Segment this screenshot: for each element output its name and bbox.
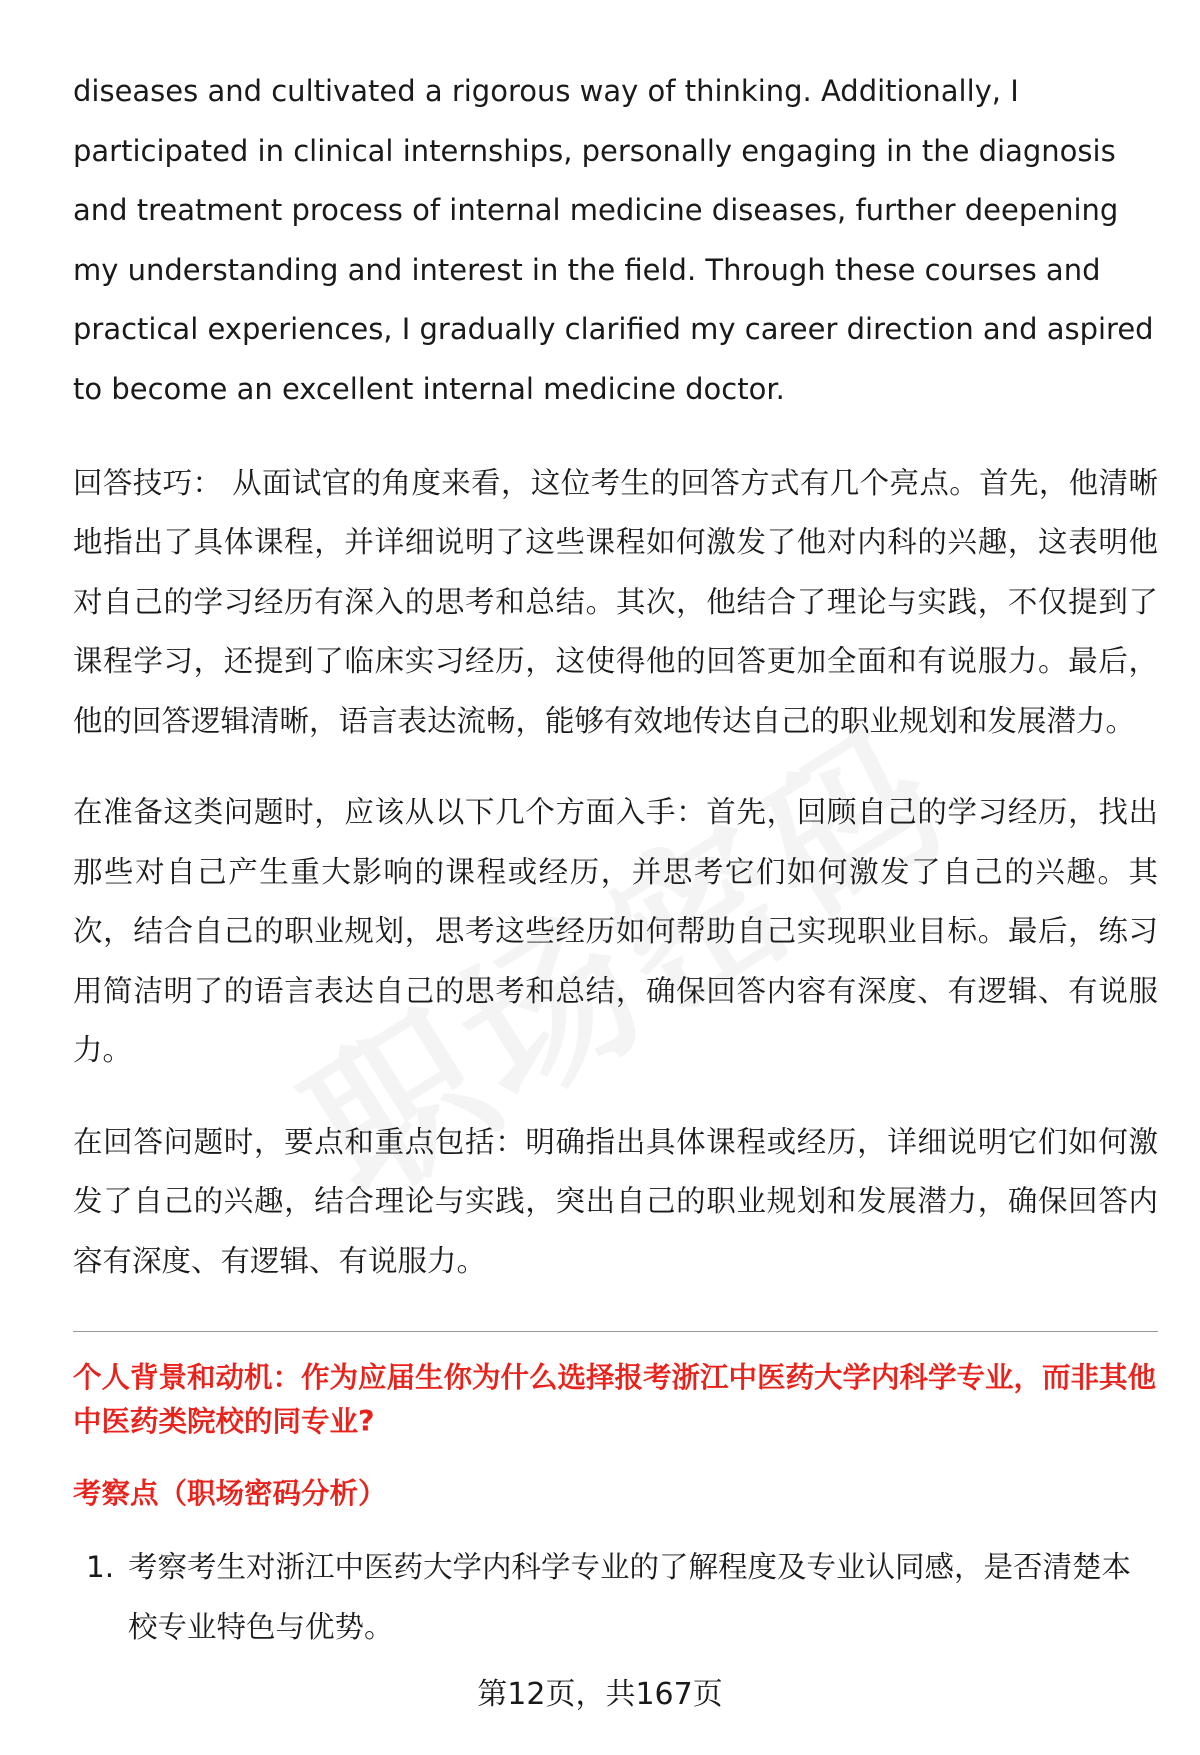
list-item-number: 1. (86, 1550, 115, 1585)
question-heading: 个人背景和动机：作为应届生你为什么选择报考浙江中医药大学内科学专业，而非其他中医药类院校的同专业? (73, 1361, 1157, 1439)
paragraph-preparation: 在准备这类问题时，应该从以下几个方面入手：首先，回顾自己的学习经历，找出那些对自己产生重大影响的课程或经历，并思考它们如何激发了自己的兴趣。其次，结合自己的职业规划，思考这些经历如何帮助自己实现职业目标。最后，练习用简洁明了的语言表达自己的思考和总结，确保回答内容有深度、有逻辑、有说服力。 (73, 795, 1158, 1068)
paragraph-english: diseases and cultivated a rigorous way of thinking. Additionally, I participated in clinical internships, personally engaging in the diagnosis and treatment process of internal medicine diseases, further deepening my understanding and interest in the field. Through these courses and practical experiences, I gradually clarified my career direction and aspired to become an excellent internal medicine doctor. (73, 74, 1154, 406)
list-item (73, 1538, 1158, 1657)
paragraph-answer-tips: 回答技巧： 从面试官的角度来看，这位考生的回答方式有几个亮点。首先，他清晰地指出了具体课程，并详细说明了这些课程如何激发了他对内科的兴趣，这表明他对自己的学习经历有深入的思考和总结。其次，他结合了理论与实践，不仅提到了课程学习，还提到了临床实习经历，这使得他的回答更加全面和有说服力。最后，他的回答逻辑清晰，语言表达流畅，能够有效地传达自己的职业规划和发展潜力。 (73, 465, 1158, 738)
page-footer: 第12页，共167页 (477, 1677, 723, 1712)
document-body (73, 62, 1158, 1657)
list-item-text: 考察考生对浙江中医药大学内科学专业的了解程度及专业认同感，是否清楚本校专业特色与优势。 (128, 1550, 1132, 1644)
paragraph-key-points: 在回答问题时，要点和重点包括：明确指出具体课程或经历，详细说明它们如何激发了自己的兴趣，结合理论与实践，突出自己的职业规划和发展潜力，确保回答内容有深度、有逻辑、有说服力。 (73, 1124, 1158, 1278)
assessment-list (73, 1538, 1158, 1657)
section-divider (73, 1331, 1158, 1332)
assessment-subheading: 考察点（职场密码分析） (73, 1477, 387, 1511)
